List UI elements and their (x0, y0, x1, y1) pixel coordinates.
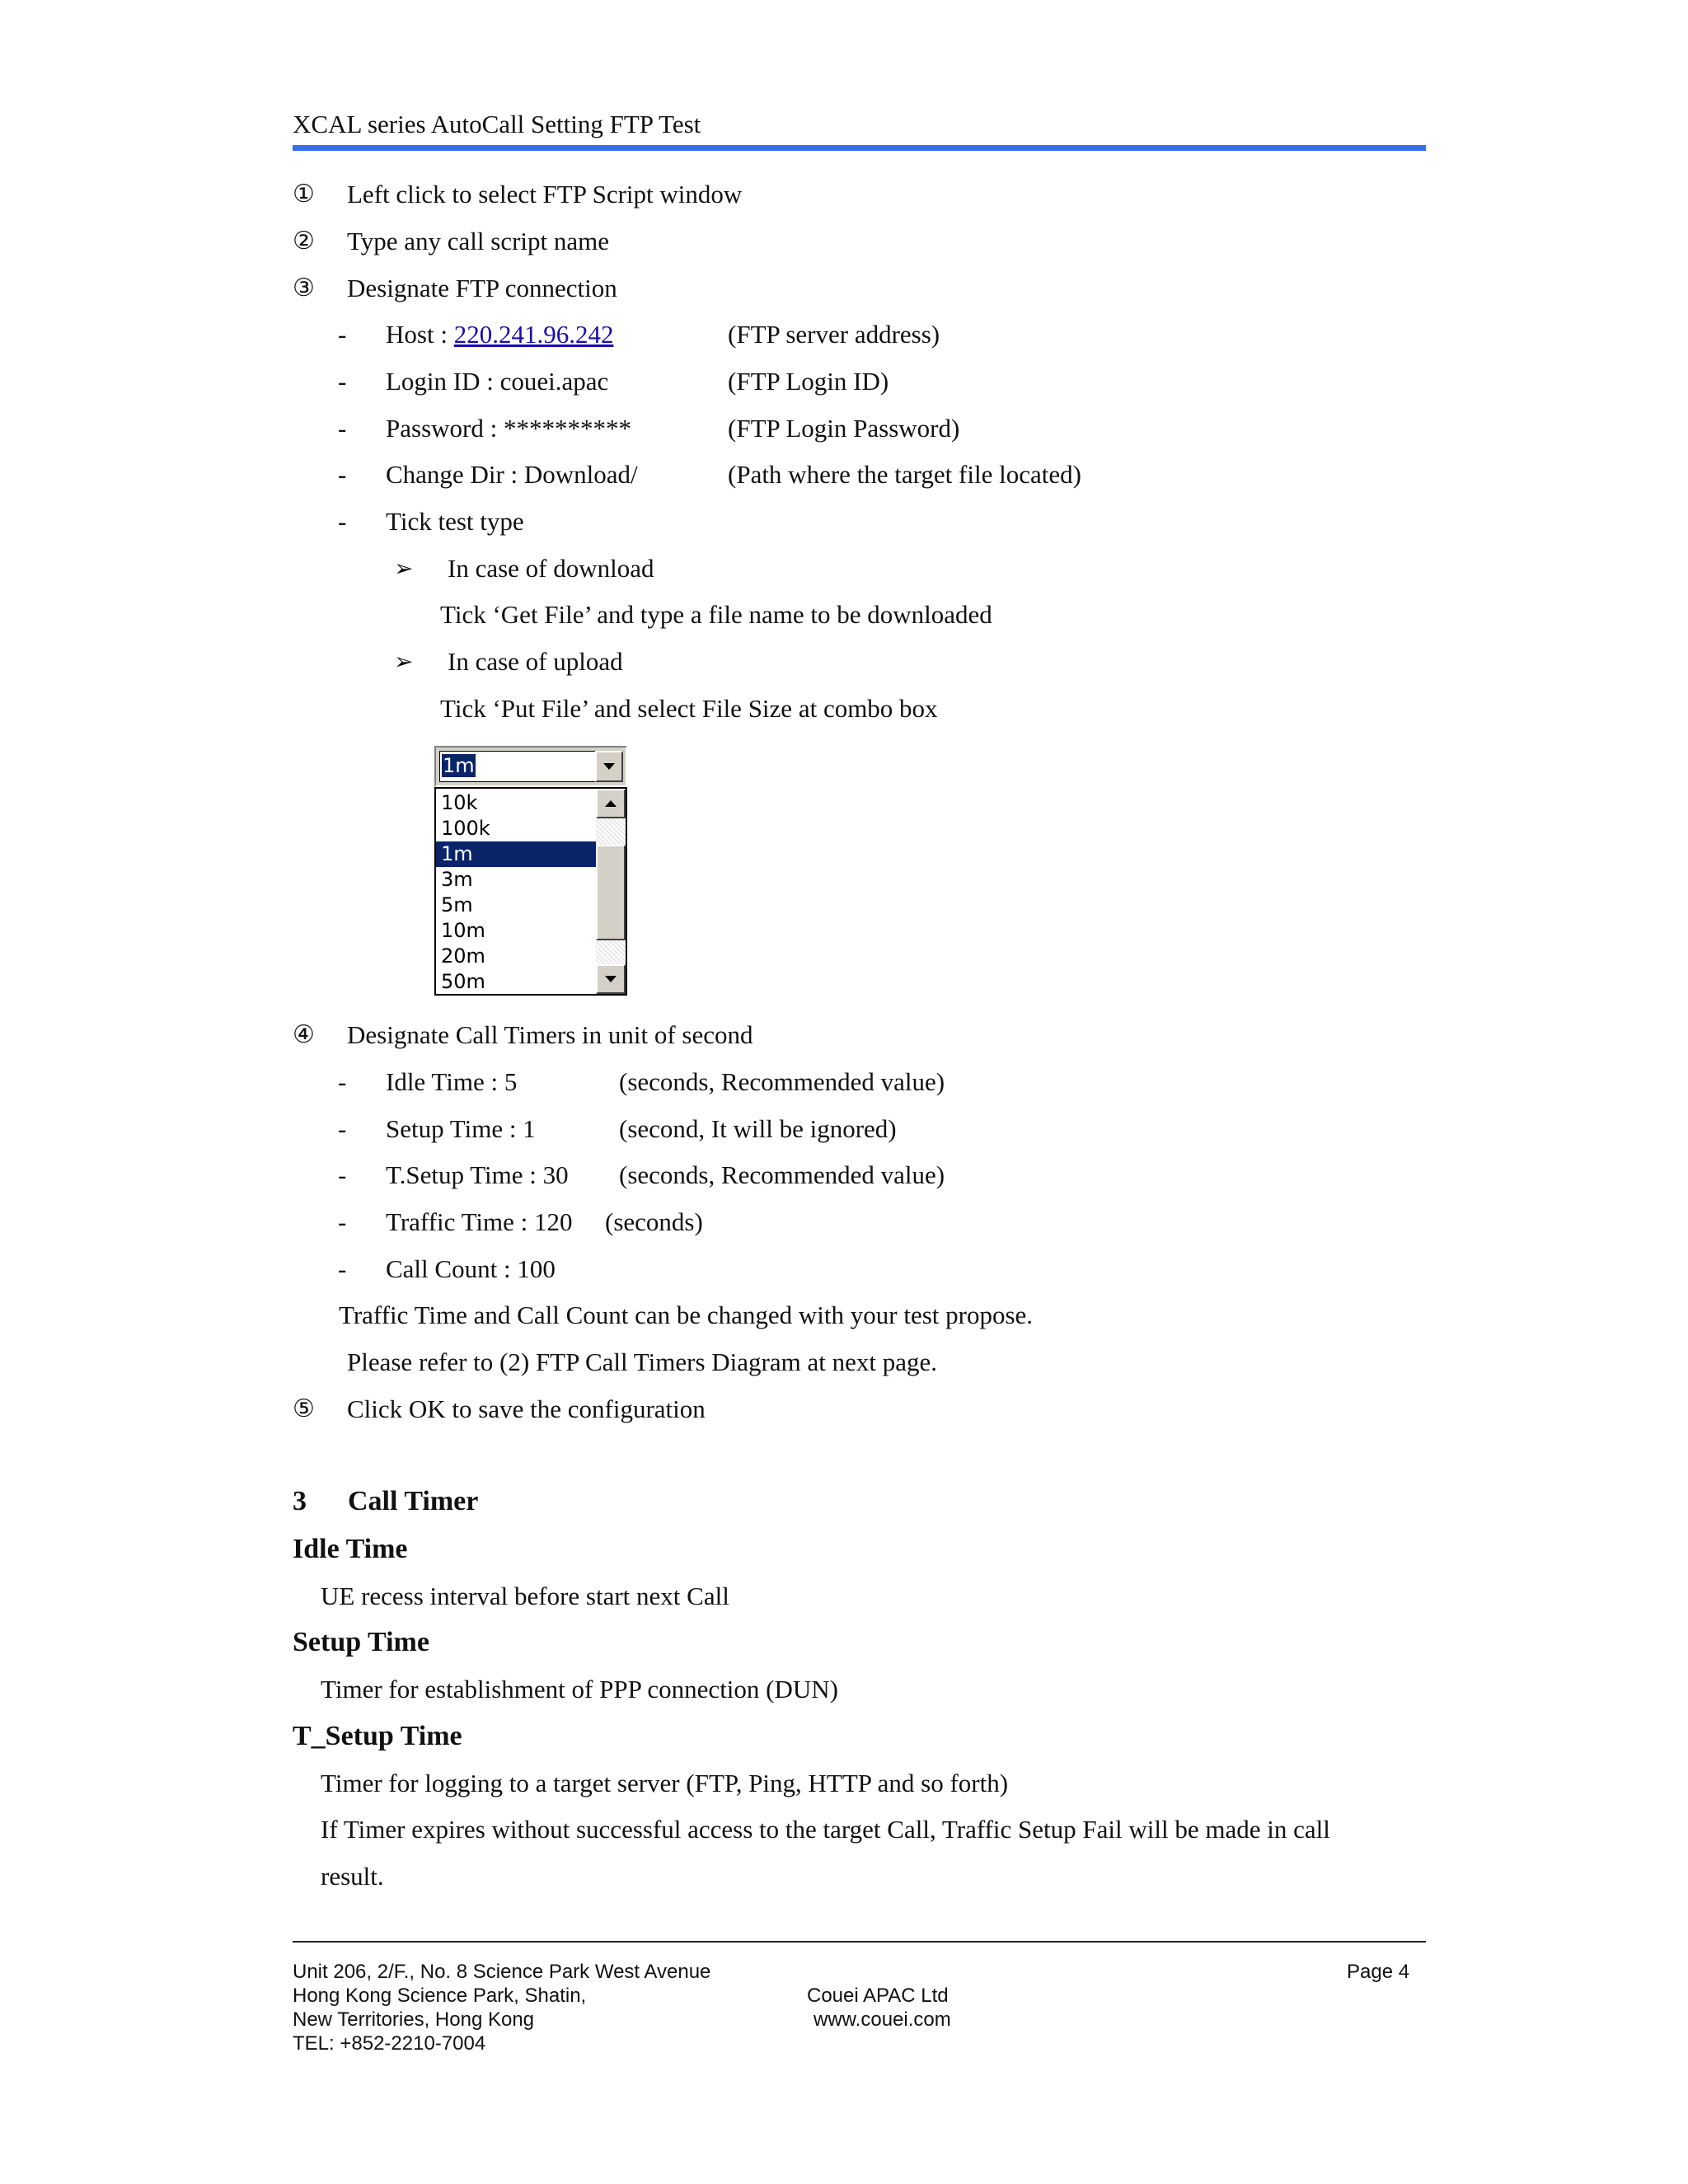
file-size-combo-field[interactable] (439, 751, 596, 782)
document-header-title: XCAL series AutoCall Setting FTP Test (293, 110, 701, 138)
tsetup-time-label: T.Setup Time : 30 (386, 1160, 569, 1189)
step-5-text: Click OK to save the configuration (347, 1394, 706, 1423)
password-dash: - (338, 414, 347, 443)
setup-time-label: Setup Time : 1 (386, 1114, 536, 1143)
step-3-text: Designate FTP connection (347, 274, 617, 302)
dropdown-option[interactable]: 10k (441, 791, 478, 814)
tsetup-time-dash: - (338, 1160, 347, 1189)
tick-dash: - (338, 507, 347, 536)
footer-website: www.couei.com (814, 2008, 951, 2031)
dropdown-option[interactable]: 10m (441, 919, 485, 942)
traffic-time-dash: - (338, 1207, 347, 1236)
tsetup-time-note: (seconds, Recommended value) (619, 1160, 945, 1189)
footer-company-name: Couei APAC Ltd (807, 1985, 949, 2007)
step-4-number: ④ (293, 1020, 315, 1049)
tsetup-time-heading: T_Setup Time (293, 1721, 462, 1751)
step-2-number: ② (293, 227, 315, 255)
host-note: (FTP server address) (728, 320, 940, 349)
tsetup-time-description-3: result. (321, 1862, 384, 1891)
footer-page-number: Page 4 (1347, 1961, 1410, 1983)
footer-address-line-2: Hong Kong Science Park, Shatin, (293, 1985, 587, 2007)
dropdown-scrollbar[interactable] (596, 789, 626, 994)
arrow-down-icon (605, 976, 617, 982)
footer-address-line-1: Unit 206, 2/F., No. 8 Science Park West Avenue (293, 1961, 711, 1983)
timers-note-1: Traffic Time and Call Count can be changed with your test propose. (339, 1301, 1034, 1329)
idle-time-dash: - (338, 1067, 347, 1096)
download-desc: Tick ‘Get File’ and type a file name to be downloaded (440, 600, 992, 629)
login-dash: - (338, 367, 347, 396)
setup-time-dash: - (338, 1114, 347, 1143)
step-4-text: Designate Call Timers in unit of second (347, 1020, 753, 1049)
download-bullet-icon: ➢ (394, 555, 414, 582)
step-1-number: ① (293, 180, 315, 209)
footer-telephone: TEL: +852-2210-7004 (293, 2032, 486, 2055)
tsetup-time-description-2: If Timer expires without successful access to the target Call, Traffic Setup Fail will be made in call (321, 1815, 1330, 1844)
tick-label: Tick test type (386, 507, 524, 536)
password-label: Password : ********** (386, 414, 631, 443)
host-label: Host : (386, 320, 454, 349)
arrow-up-icon (605, 800, 617, 807)
combo-dropdown-button[interactable] (595, 751, 623, 782)
section-number: 3 (293, 1486, 307, 1516)
call-count-label: Call Count : 100 (386, 1254, 556, 1283)
idle-time-label: Idle Time : 5 (386, 1067, 518, 1096)
host-dash: - (338, 320, 347, 349)
traffic-time-label: Traffic Time : 120 (386, 1207, 573, 1236)
file-size-dropdown-list[interactable] (434, 787, 627, 996)
host-link[interactable]: 220.241.96.242 (453, 320, 614, 349)
chdir-note: (Path where the target file located) (728, 460, 1081, 489)
login-note: (FTP Login ID) (728, 367, 889, 396)
scroll-down-button[interactable] (596, 964, 626, 994)
dropdown-option[interactable]: 20m (441, 944, 485, 968)
dropdown-option[interactable]: 100k (441, 817, 490, 840)
step-1-text: Left click to select FTP Script window (347, 180, 743, 209)
step-3-number: ③ (293, 274, 315, 302)
upload-bullet-icon: ➢ (394, 648, 414, 675)
host-item (386, 318, 613, 351)
chdir-dash: - (338, 460, 347, 489)
setup-time-note: (second, It will be ignored) (619, 1114, 897, 1143)
idle-time-heading: Idle Time (293, 1534, 408, 1564)
password-note: (FTP Login Password) (728, 414, 960, 443)
file-size-combo[interactable] (434, 746, 627, 787)
section-title: Call Timer (348, 1486, 479, 1516)
footer-address-line-3: New Territories, Hong Kong (293, 2008, 535, 2031)
file-size-selected-value: 1m (443, 754, 475, 777)
idle-time-description: UE recess interval before start next Call (321, 1582, 729, 1610)
dropdown-option-selected[interactable]: 1m (436, 841, 598, 867)
idle-time-note: (seconds, Recommended value) (619, 1067, 945, 1096)
upload-desc: Tick ‘Put File’ and select File Size at combo box (440, 694, 938, 723)
chdir-label: Change Dir : Download/ (386, 460, 638, 489)
footer-divider (293, 1941, 1426, 1943)
header-divider (293, 145, 1426, 151)
dropdown-option[interactable]: 3m (441, 868, 473, 891)
login-label: Login ID : couei.apac (386, 367, 609, 396)
timers-note-2: Please refer to (2) FTP Call Timers Diagram at next page. (347, 1347, 937, 1376)
step-5-number: ⑤ (293, 1394, 315, 1423)
chevron-down-icon (603, 763, 615, 770)
dropdown-option[interactable]: 50m (441, 970, 485, 993)
download-title: In case of download (448, 554, 654, 583)
setup-time-heading: Setup Time (293, 1627, 429, 1657)
upload-title: In case of upload (448, 647, 623, 676)
call-count-dash: - (338, 1254, 347, 1283)
setup-time-description: Timer for establishment of PPP connection (DUN) (321, 1675, 838, 1704)
scroll-up-button[interactable] (596, 789, 626, 818)
step-2-text: Type any call script name (347, 227, 610, 255)
traffic-time-note: (seconds) (605, 1207, 703, 1236)
tsetup-time-description-1: Timer for logging to a target server (FTP, Ping, HTTP and so forth) (321, 1769, 1009, 1797)
scrollbar-thumb[interactable] (596, 845, 626, 940)
dropdown-option[interactable]: 5m (441, 893, 473, 916)
